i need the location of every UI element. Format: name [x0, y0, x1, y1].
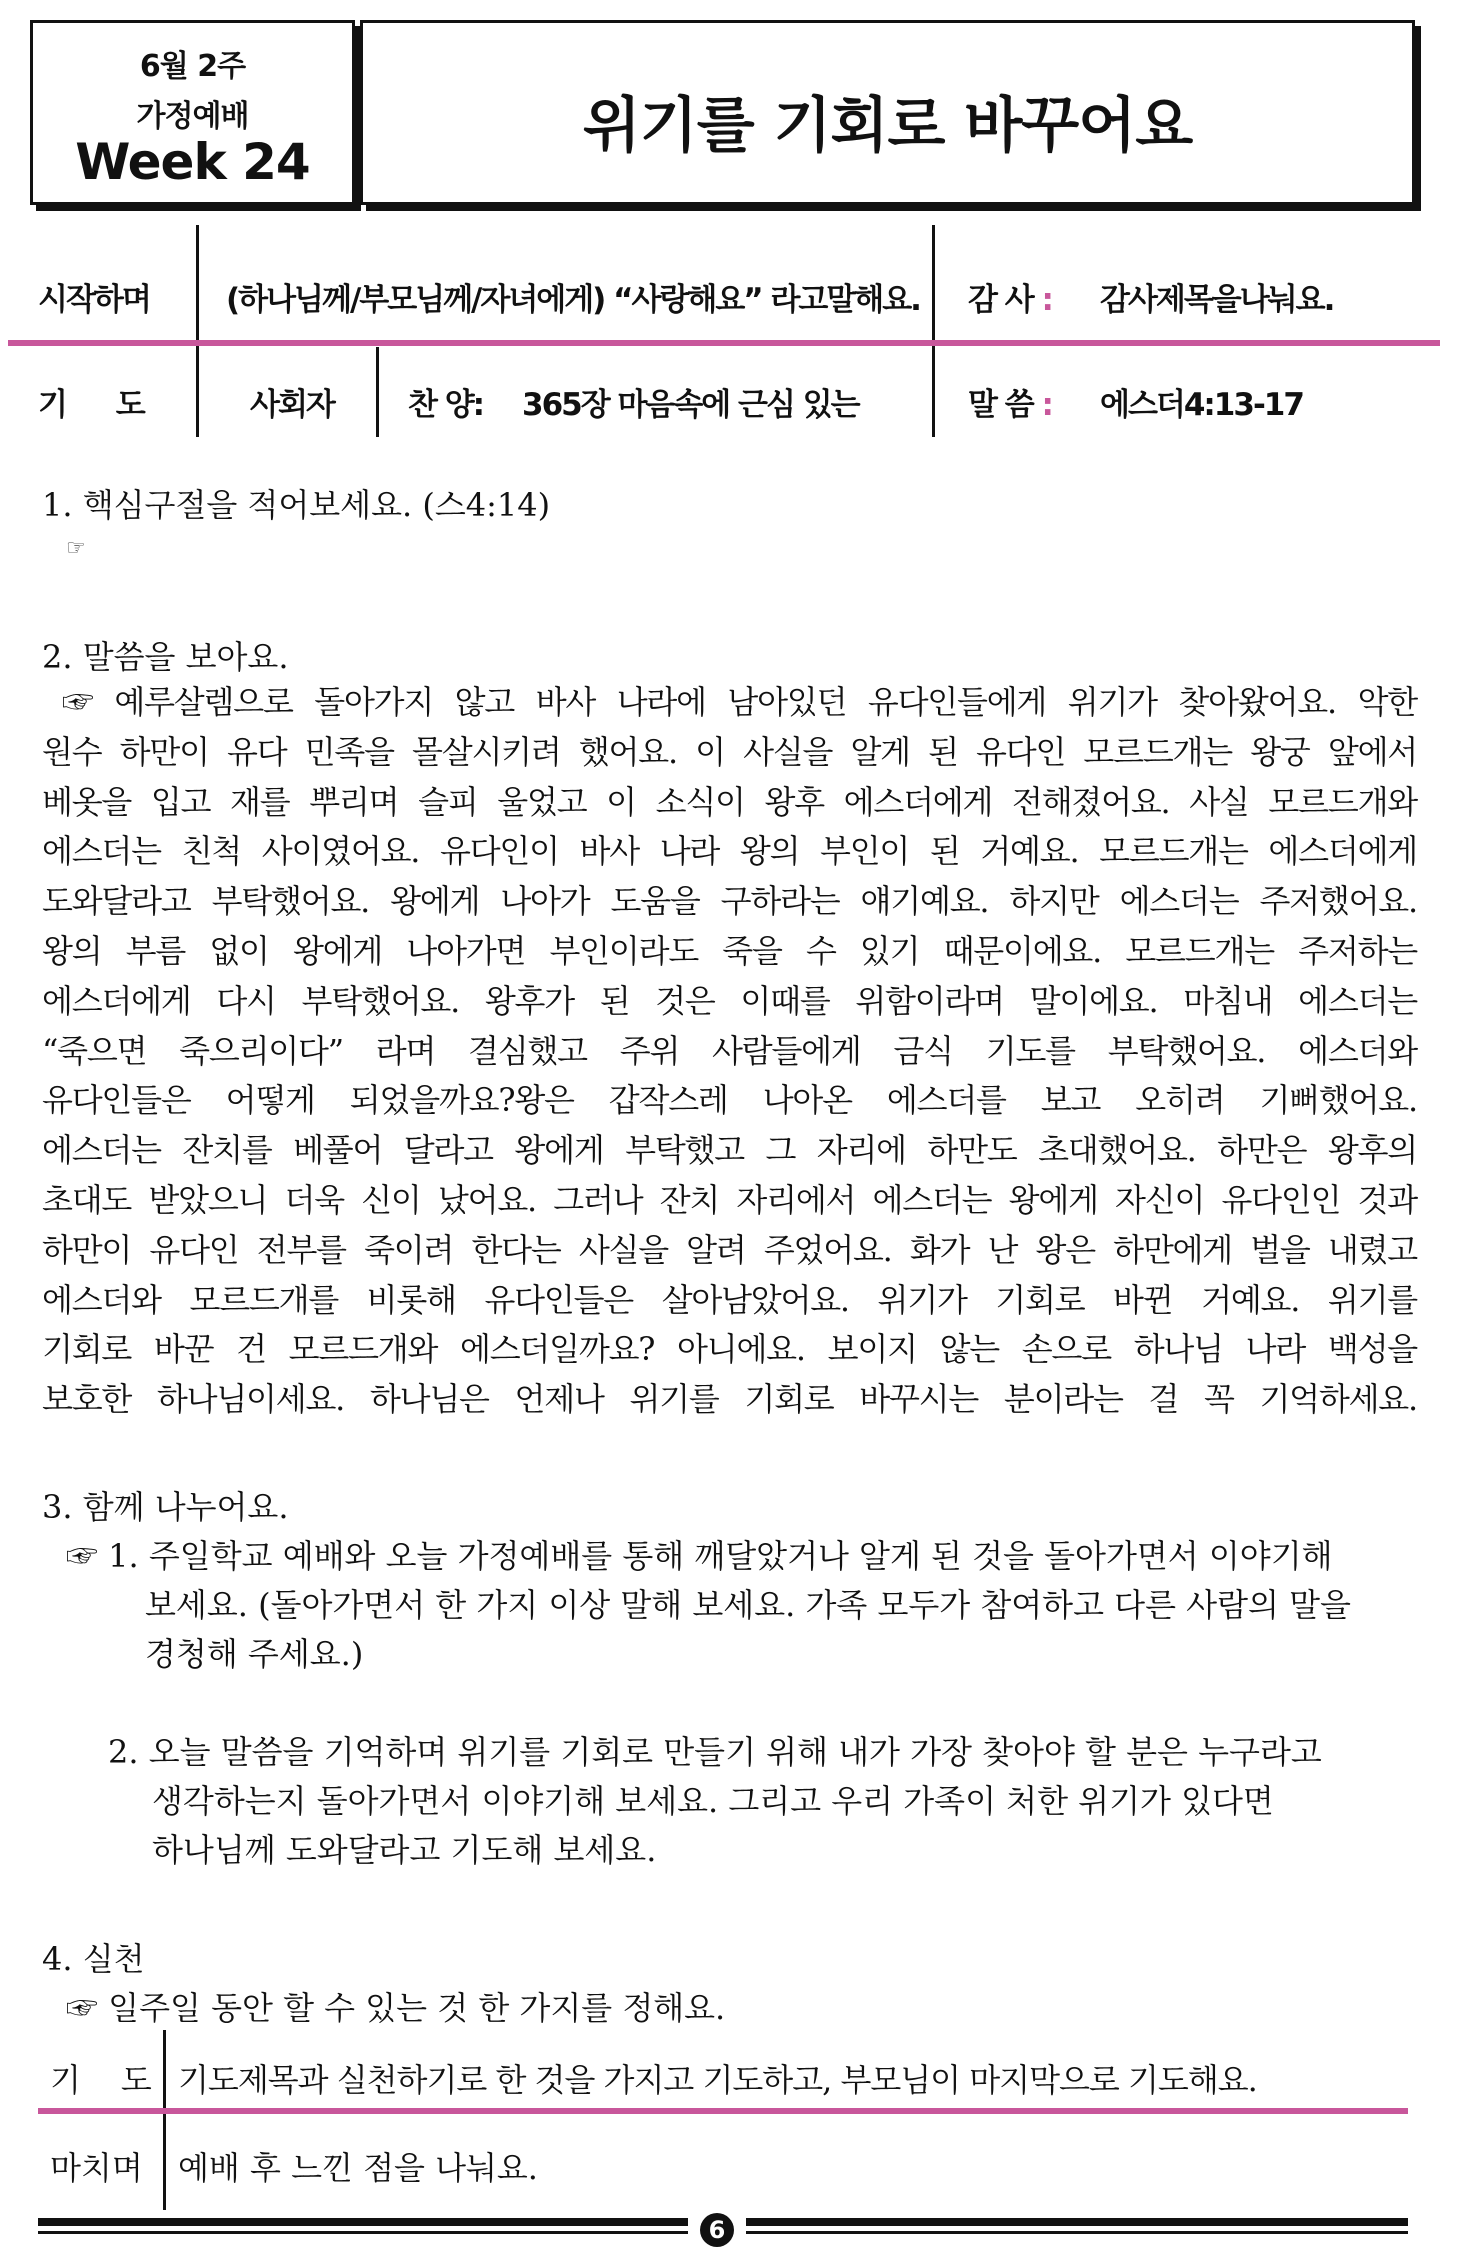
closing-end-label: 마치며 [50, 2149, 143, 2187]
closing-prayer-label: 기 도 [50, 2061, 156, 2099]
thanks-content: 감사제목을나눠요. [1100, 282, 1334, 318]
title-box [360, 20, 1415, 205]
hymn-title: 365장 마음속에 근심 있는 [522, 387, 859, 423]
page-number: 6 [700, 2213, 734, 2247]
story-line: 왕의 부름 없이 왕에게 나아가면 부인이라도 죽을 수 있기 때문이에요. 모르드개는 주저하는 [42, 931, 1417, 970]
footer-rule [746, 2218, 1408, 2226]
pointer-icon: ☞ [66, 536, 86, 561]
start-content: (하나님께/부모님께/자녀에게) “사랑해요” 라고말해요. [226, 282, 920, 318]
closing-prayer-text: 기도제목과 실천하기로 한 것을 가지고 기도하고, 부모님이 마지막으로 기도해요. [178, 2061, 1257, 2099]
week-number: Week 24 [75, 133, 310, 191]
story-line: 기회로 바꾼 건 모르드개와 에스더일까요? 아니에요. 보이지 않는 손으로 하나님 나라 백성을 [42, 1330, 1417, 1369]
section2-heading: 2. 말씀을 보아요. [42, 638, 289, 676]
story-line: 도와달라고 부탁했어요. 왕에게 나아가 도움을 구하라는 얘기예요. 하지만 에스더는 주저했어요. [42, 882, 1417, 921]
footer-rule [38, 2231, 688, 2234]
thanks-label: 감 사 : [968, 282, 1052, 318]
word-label: 말 씀 : [968, 387, 1052, 423]
question1-line: ☞ 1. 주일학교 예배와 오늘 가정예배를 통해 깨달았거나 알게 된 것을 돌아가면서 이야기해 [66, 1537, 1333, 1575]
week-date: 6월 2주 [139, 49, 246, 84]
question2-line: 생각하는지 돌아가면서 이야기해 보세요. 그리고 우리 가족이 처한 위기가 있다면 [152, 1782, 1274, 1820]
scripture-ref: 에스더4:13-17 [1100, 387, 1303, 423]
question2-line: 2. 오늘 말씀을 기억하며 위기를 기회로 만들기 위해 내가 가장 찾아야 할 분은 누구라고 [108, 1733, 1322, 1771]
story-line: 원수 하만이 유다 민족을 몰살시키려 했어요. 이 사실을 알게 된 유다인 모르드개는 왕궁 앞에서 [42, 732, 1417, 771]
prayer-label: 기 도 [38, 387, 148, 423]
story-line: 에스더에게 다시 부탁했어요. 왕후가 된 것은 이때를 위함이라며 말이에요. 마침내 에스더는 [42, 981, 1417, 1020]
section3-heading: 3. 함께 나누어요. [42, 1488, 289, 1526]
story-line: 베옷을 입고 재를 뿌리며 슬피 울었고 이 소식이 왕후 에스더에게 전해졌어요. 사실 모르드개와 [42, 782, 1417, 821]
story-line: 에스더는 잔치를 베풀어 달라고 왕에게 부탁했고 그 자리에 하만도 초대했어요. 하만은 왕후의 [42, 1131, 1417, 1170]
pink-rule [38, 2108, 1408, 2114]
section1-heading: 1. 핵심구절을 적어보세요. (스4:14) [42, 486, 551, 524]
start-label: 시작하며 [38, 282, 150, 318]
story-line: “죽으면 죽으리이다” 라며 결심했고 주위 사람들에게 금식 기도를 부탁했어요. 에스더와 [42, 1031, 1417, 1070]
pink-rule [8, 340, 1440, 346]
story-line: 에스더와 모르드개를 비롯해 유다인들은 살아남았어요. 위기가 기회로 바뀐 거예요. 위기를 [42, 1280, 1417, 1319]
story-line: ☞ 예루살렘으로 돌아가지 않고 바사 나라에 남아있던 유다인들에게 위기가 찾아왔어요. 악한 [62, 683, 1417, 721]
closing-end-text: 예배 후 느낀 점을 나눠요. [178, 2149, 538, 2187]
story-paragraph [42, 678, 1417, 1425]
practice-line: ☞ 일주일 동안 할 수 있는 것 한 가지를 정해요. [66, 1989, 726, 2027]
story-line: 초대도 받았으니 더욱 신이 났어요. 그러나 잔치 자리에서 에스더는 왕에게 자신이 유다인인 것과 [42, 1180, 1417, 1219]
section4-heading: 4. 실천 [42, 1940, 145, 1978]
story-line: 유다인들은 어떻게 되었을까요?왕은 갑작스레 나아온 에스더를 보고 오히려 기뻐했어요. [42, 1081, 1417, 1120]
week-box [30, 20, 355, 205]
leader: 사회자 [250, 387, 334, 423]
question1-line: 보세요. (돌아가면서 한 가지 이상 말해 보세요. 가족 모두가 참여하고 다른 사람의 말을 [145, 1586, 1351, 1624]
footer-rule [38, 2218, 688, 2226]
story-line: 하만이 유다인 전부를 죽이려 한다는 사실을 알려 주었어요. 화가 난 왕은 하만에게 벌을 내렸고 [42, 1230, 1417, 1269]
hymn-label: 찬 양: [408, 387, 484, 423]
question1-line: 경청해 주세요.) [145, 1635, 364, 1673]
page-title: 위기를 기회로 바꾸어요 [582, 91, 1193, 161]
divider [932, 225, 935, 437]
divider [196, 225, 199, 437]
question2-line: 하나님께 도와달라고 기도해 보세요. [152, 1831, 657, 1869]
footer-rule [746, 2231, 1408, 2234]
story-line: 에스더는 친척 사이였어요. 유다인이 바사 나라 왕의 부인이 된 거예요. 모르드개는 에스더에게 [42, 832, 1417, 871]
story-line: 보호한 하나님이세요. 하나님은 언제나 위기를 기회로 바꾸시는 분이라는 걸 꼭 기억하세요. [42, 1380, 1417, 1419]
week-type: 가정예배 [136, 99, 249, 134]
divider [163, 2030, 166, 2210]
divider [376, 347, 379, 437]
